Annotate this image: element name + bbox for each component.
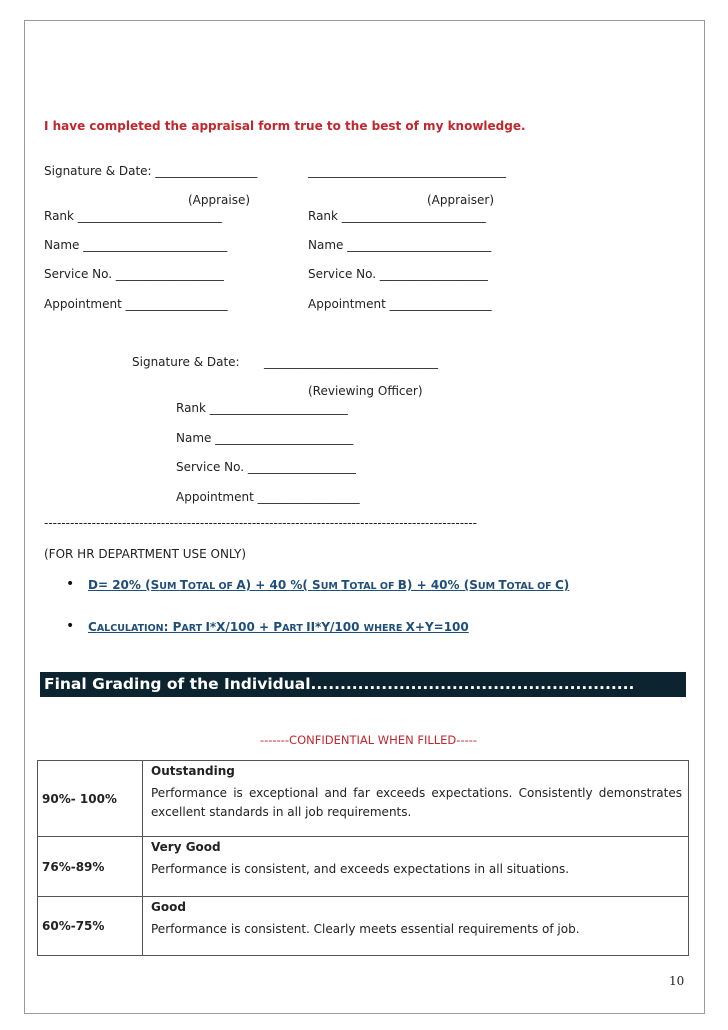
appraiser-service-no-field: Service No. __________________ bbox=[308, 267, 488, 281]
grade-description: Performance is consistent. Clearly meets essential requirements of job. bbox=[151, 922, 580, 936]
grade-cell bbox=[143, 897, 689, 956]
grade-cell bbox=[143, 761, 689, 837]
grade-description: Performance is consistent, and exceeds expectations in all situations. bbox=[151, 862, 570, 876]
appraise-signature-field: Signature & Date: _________________ bbox=[44, 164, 258, 178]
reviewing-service-no-field: Service No. __________________ bbox=[176, 460, 356, 474]
appraise-appointment-field: Appointment _________________ bbox=[44, 297, 228, 311]
grade-name: Very Good bbox=[151, 840, 221, 854]
hr-use-note: (FOR HR DEPARTMENT USE ONLY) bbox=[44, 547, 247, 561]
reviewing-signature-line: _____________________________ bbox=[264, 355, 438, 369]
reviewing-appointment-field: Appointment _________________ bbox=[176, 490, 360, 504]
reviewing-signature-label: Signature & Date: bbox=[132, 355, 240, 369]
reviewing-name-field: Name _______________________ bbox=[176, 431, 354, 445]
appraiser-label: (Appraiser) bbox=[427, 193, 494, 207]
reviewing-officer-label: (Reviewing Officer) bbox=[308, 384, 423, 398]
table-row bbox=[38, 761, 689, 837]
appraise-label: (Appraise) bbox=[188, 193, 251, 207]
confidential-note: -------CONFIDENTIAL WHEN FILLED----- bbox=[260, 733, 478, 747]
appraise-rank-field: Rank ________________________ bbox=[44, 209, 222, 223]
final-grading-banner: Final Grading of the Individual....................................................... bbox=[40, 672, 686, 697]
page-number: 10 bbox=[669, 974, 685, 988]
grade-name: Good bbox=[151, 900, 186, 914]
table-row bbox=[38, 837, 689, 897]
appraiser-rank-field: Rank ________________________ bbox=[308, 209, 486, 223]
bullet-icon: • bbox=[66, 576, 75, 592]
appraiser-name-field: Name ________________________ bbox=[308, 238, 492, 252]
reviewing-rank-field: Rank _______________________ bbox=[176, 401, 348, 415]
grading-table bbox=[37, 760, 689, 956]
formula-d: D= 20% (SUM TOTAL OF A) + 40 %( SUM TOTAL OF B) + 40% (SUM TOTAL OF C) bbox=[88, 578, 570, 592]
appraiser-signature-field: _________________________________ bbox=[308, 164, 506, 178]
grade-range: 60%-75% bbox=[38, 897, 143, 956]
separator-line: ---------------------------------------------------------------------------------------------------- bbox=[44, 516, 478, 530]
grade-range: 90%- 100% bbox=[38, 761, 143, 837]
table-row bbox=[38, 897, 689, 956]
grade-range: 76%-89% bbox=[38, 837, 143, 897]
formula-calculation: CALCULATION: PART I*X/100 + PART II*Y/100 WHERE X+Y=100 bbox=[88, 620, 469, 634]
appraise-name-field: Name ________________________ bbox=[44, 238, 228, 252]
grade-description: Performance is exceptional and far exceeds expectations. Consistently demonstrates excellent standards in all job requirements. bbox=[151, 786, 682, 819]
grade-name: Outstanding bbox=[151, 764, 235, 778]
grade-cell bbox=[143, 837, 689, 897]
bullet-icon: • bbox=[66, 618, 75, 634]
declaration-text: I have completed the appraisal form true to the best of my knowledge. bbox=[44, 119, 526, 133]
appraise-service-no-field: Service No. __________________ bbox=[44, 267, 224, 281]
appraiser-appointment-field: Appointment _________________ bbox=[308, 297, 492, 311]
